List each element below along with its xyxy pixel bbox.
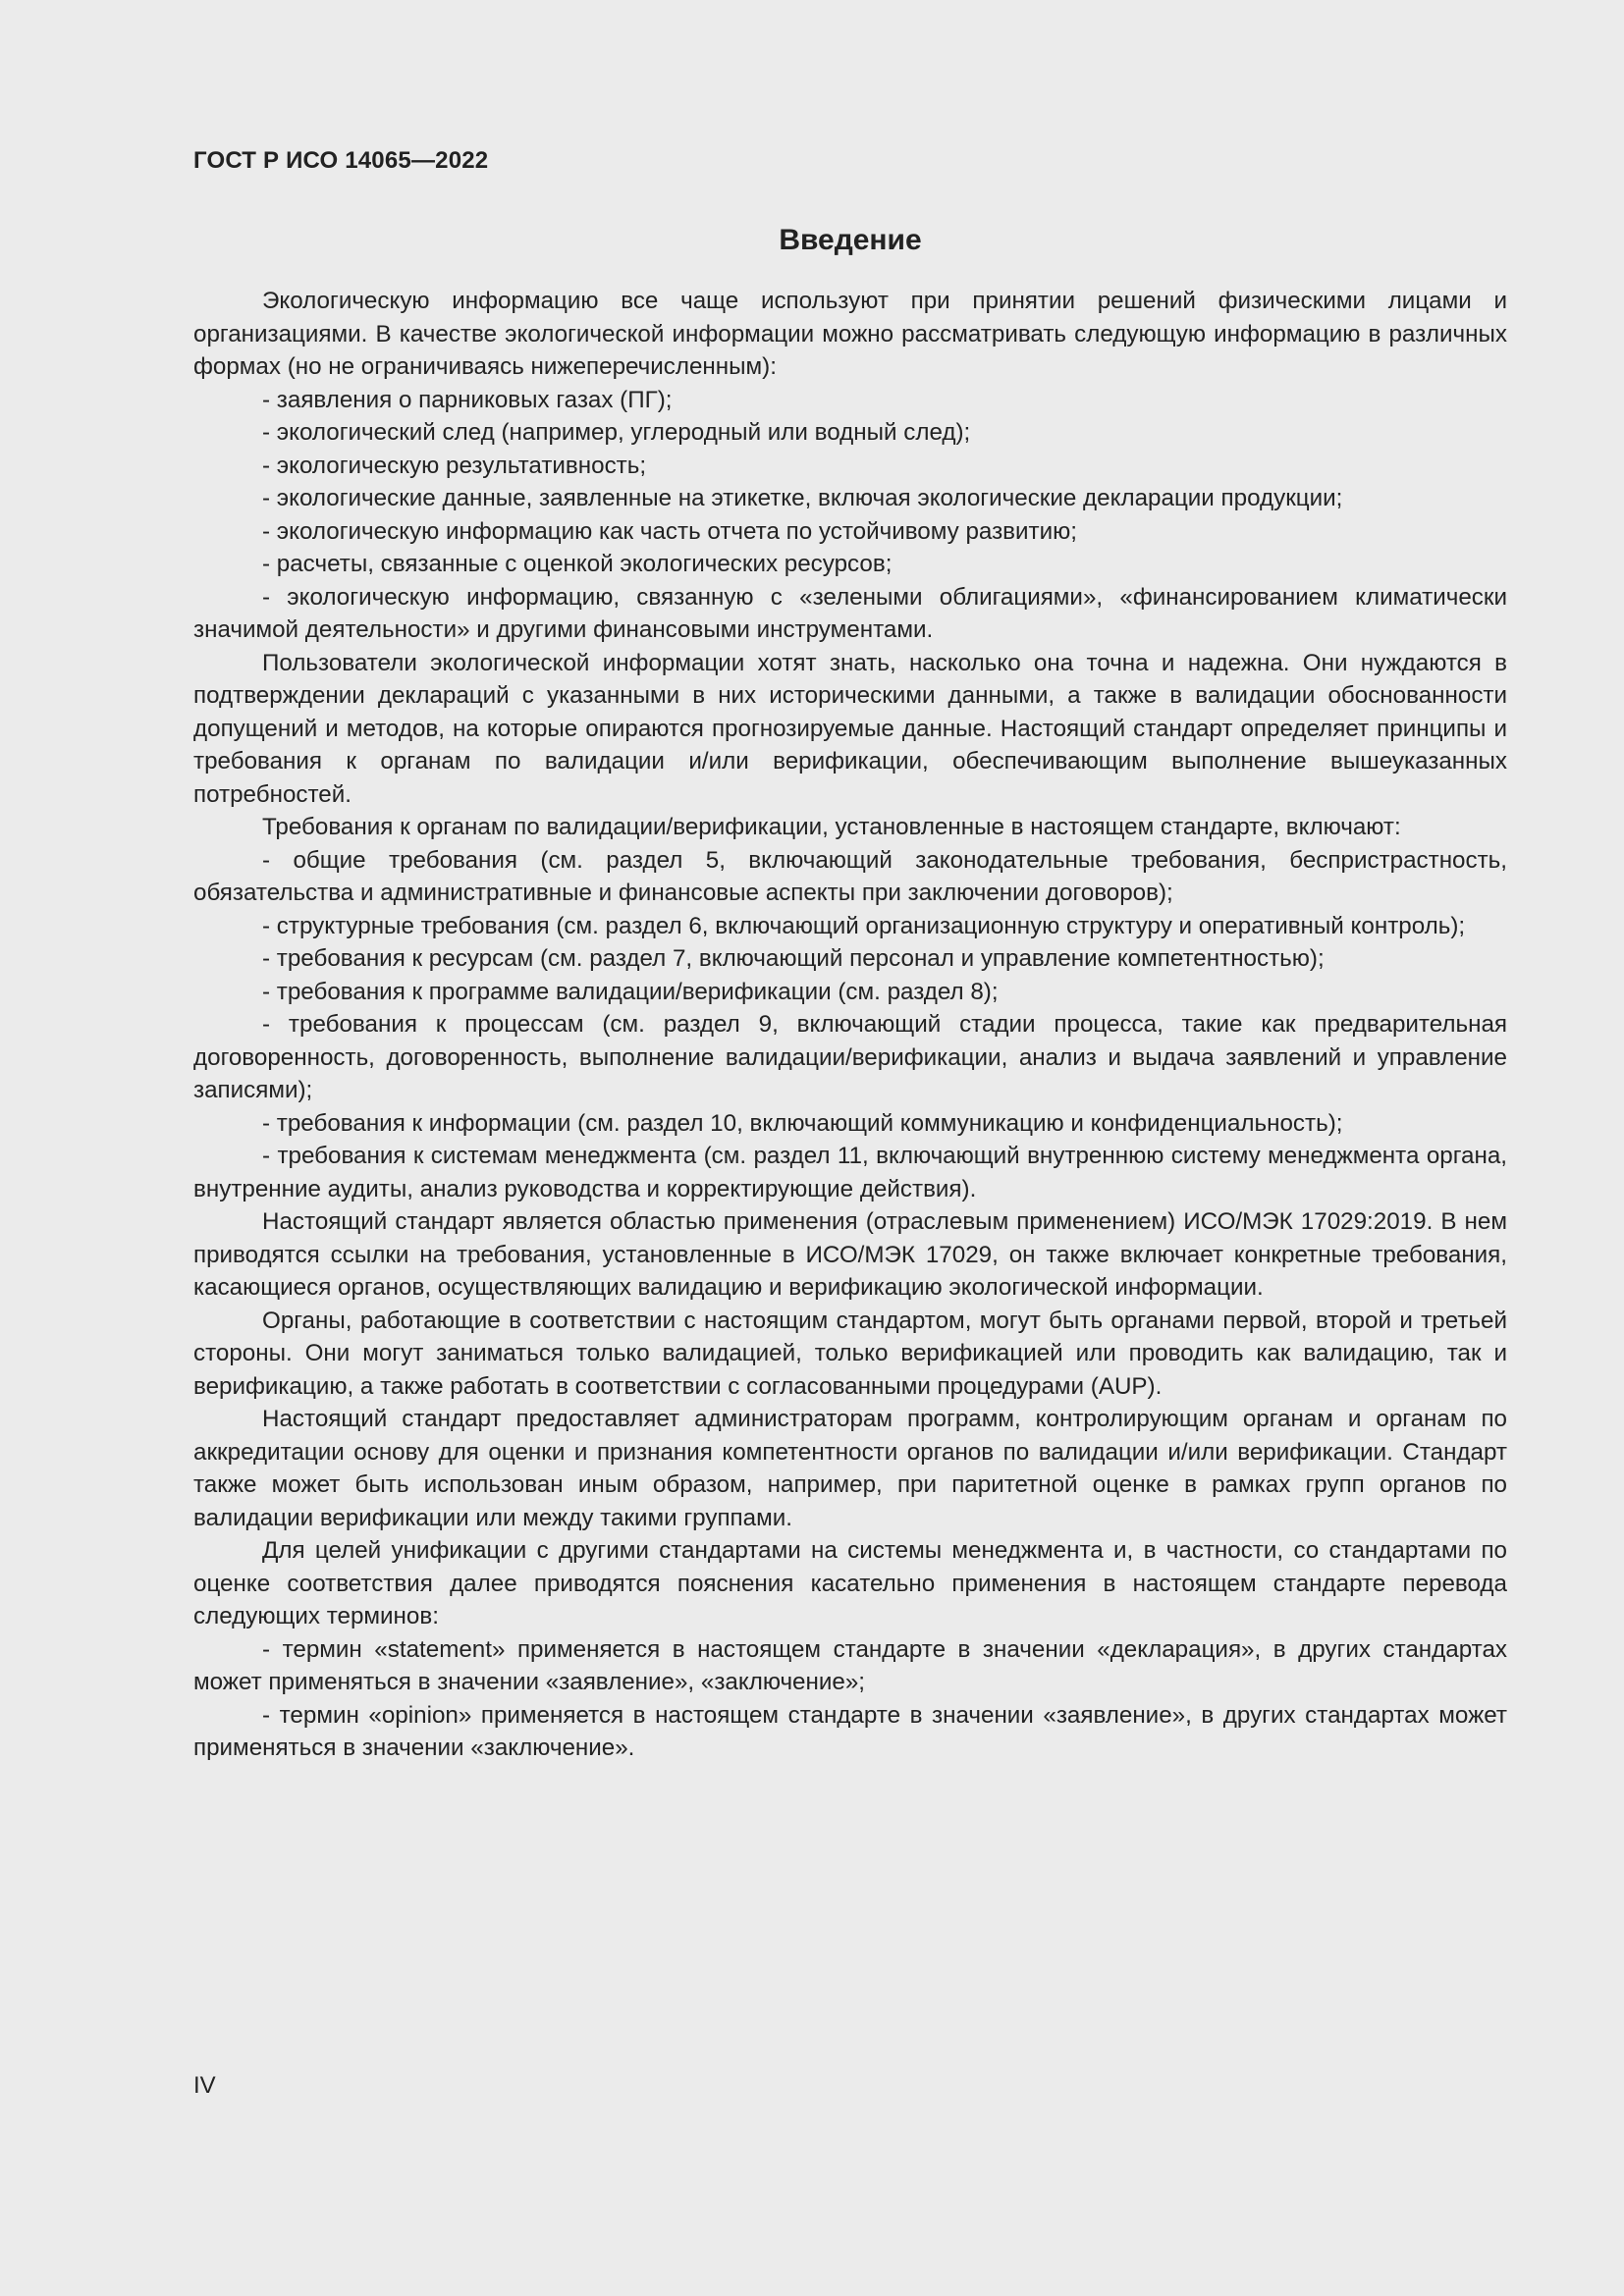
list-item: - требования к ресурсам (см. раздел 7, включающий персонал и управление компетентностью); bbox=[262, 945, 1325, 972]
list-item: - экологическую результативность; bbox=[262, 452, 647, 479]
paragraph: Органы, работающие в соответствии с настоящим стандартом, могут быть органами первой, второй и третьей стороны. Они могут заниматься только валидацией, только верификацией или проводить как валидацию, так и верификацию, а также работать в соответствии с согласованными процедурами (AUP). bbox=[193, 1307, 1507, 1400]
list-item: - термин «opinion» применяется в настоящем стандарте в значении «заявление», в других стандартах может применяться в значении «заключение». bbox=[193, 1701, 1507, 1761]
paragraph: Для целей унификации с другими стандартами на системы менеджмента и, в частности, со стандартами по оценке соответствия далее приводятся пояснения касательно применения в настоящем стандарте перевода следующих терминов: bbox=[193, 1537, 1507, 1629]
page-number: IV bbox=[193, 2072, 216, 2099]
list-item: - экологические данные, заявленные на этикетке, включая экологические декларации продукции; bbox=[262, 485, 1343, 511]
list-item: - экологическую информацию как часть отчета по устойчивому развитию; bbox=[262, 517, 1077, 545]
paragraph: Настоящий стандарт является областью применения (отраслевым применением) ИСО/МЭК 17029:2019. В нем приводятся ссылки на требования, установленные в ИСО/МЭК 17029, он также включает конкретные требования, касающиеся органов, осуществляющих валидацию и верификацию экологической информации. bbox=[193, 1208, 1507, 1301]
paragraph: Настоящий стандарт предоставляет администраторам программ, контролирующим органам и органам по аккредитации основу для оценки и признания компетентности органов по валидации и/или верификации. Стандарт также может быть использован иным образом, например, при паритетной оценке в рамках групп органов по валидации верификации или между такими группами. bbox=[193, 1406, 1507, 1531]
list-item: - экологическую информацию, связанную с «зелеными облигациями», «финансированием климатически значимой деятельности» и другими финансовыми инструментами. bbox=[193, 583, 1507, 643]
list-item: - экологический след (например, углеродный или водный след); bbox=[262, 419, 971, 446]
page-title: Введение bbox=[779, 224, 922, 256]
paragraph: Пользователи экологической информации хотят знать, насколько она точна и надежна. Они нуждаются в подтверждении деклараций с указанными в них историческими данными, а также в валидации обоснованности допущений и методов, на которые опираются прогнозируемые данные. Настоящий стандарт определяет принципы и требования к органам по валидации и/или верификации, обеспечивающим выполнение вышеуказанных потребностей. bbox=[193, 649, 1507, 808]
page-header: ГОСТ Р ИСО 14065—2022 bbox=[193, 147, 489, 174]
list-item: - требования к информации (см. раздел 10, включающий коммуникацию и конфиденциальность); bbox=[262, 1109, 1343, 1137]
paragraph: Требования к органам по валидации/верификации, установленные в настоящем стандарте, включают: bbox=[262, 814, 1401, 840]
document-body bbox=[193, 285, 1507, 1765]
list-item: - расчеты, связанные с оценкой экологических ресурсов; bbox=[262, 551, 893, 577]
paragraph-intro: Экологическую информацию все чаще используют при принятии решений физическими лицами и организациями. В качестве экологической информации можно рассматривать следующую информацию в различных формах (но не ограничиваясь нижеперечисленным): bbox=[193, 288, 1507, 380]
list-item: - структурные требования (см. раздел 6, включающий организационную структуру и оперативный контроль); bbox=[262, 912, 1466, 939]
list-item: - термин «statement» применяется в настоящем стандарте в значении «декларация», в других стандартах может применяться в значении «заявление», «заключение»; bbox=[193, 1635, 1507, 1695]
list-item: - требования к процессам (см. раздел 9, включающий стадии процесса, такие как предварительная договоренность, договоренность, выполнение валидации/верификации, анализ и выдача заявлений и управление записями); bbox=[193, 1011, 1507, 1103]
list-item: - требования к системам менеджмента (см. раздел 11, включающий внутреннюю систему менеджмента органа, внутренние аудиты, анализ руководства и корректирующие действия). bbox=[193, 1143, 1507, 1202]
list-item: - заявления о парниковых газах (ПГ); bbox=[262, 386, 673, 413]
list-item: - общие требования (см. раздел 5, включающий законодательные требования, беспристрастность, обязательства и административные и финансовые аспекты при заключении договоров); bbox=[193, 846, 1507, 906]
list-item: - требования к программе валидации/верификации (см. раздел 8); bbox=[262, 978, 999, 1005]
